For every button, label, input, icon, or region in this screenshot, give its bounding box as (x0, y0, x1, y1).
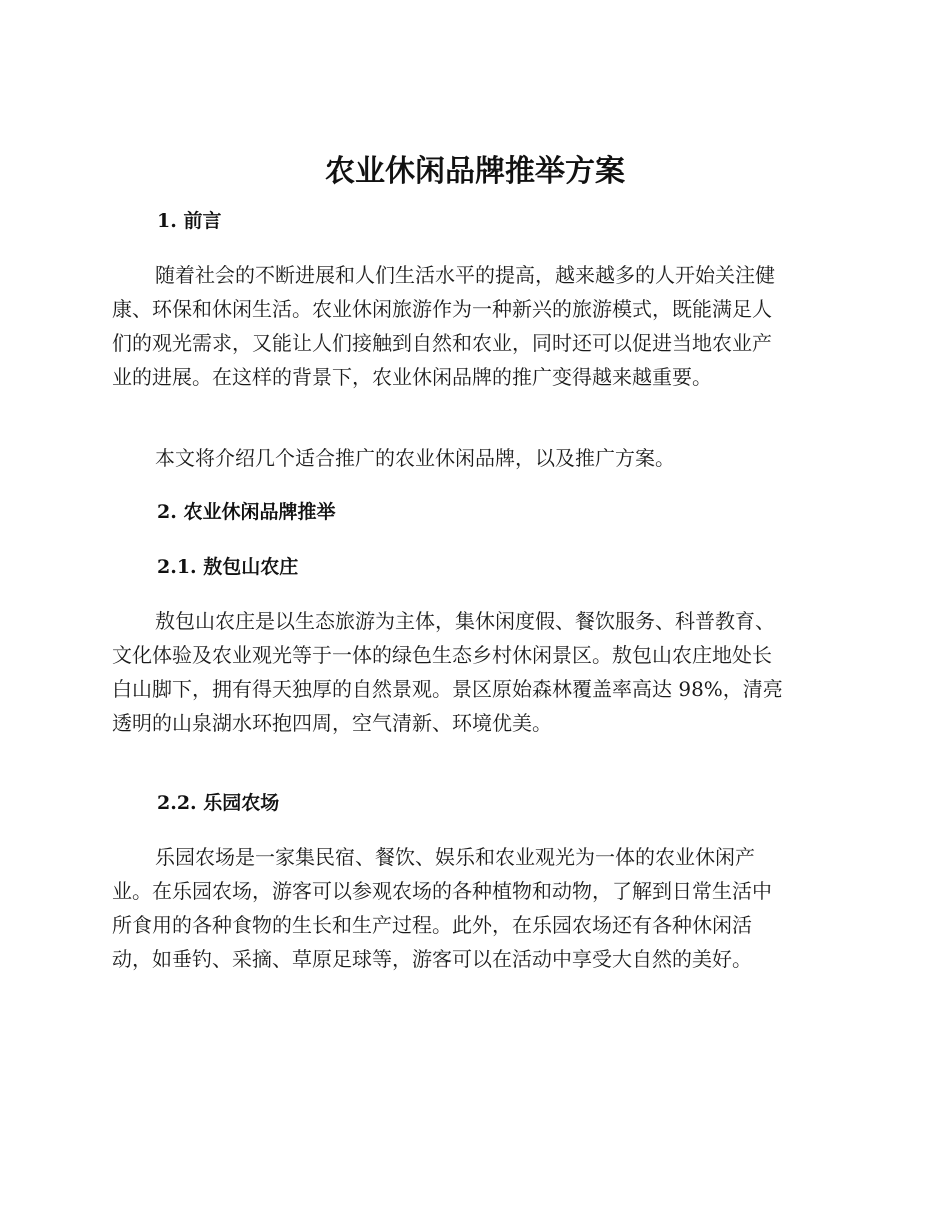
document-title: 农业休闲品牌推举方案 (325, 154, 625, 189)
section-heading-preface: 1. 前言 (157, 210, 222, 232)
paragraph-line: 业。在乐园农场，游客可以参观农场的各种植物和动物，了解到日常生活中 (112, 879, 772, 903)
section-heading-brand-recommendations: 2. 农业休闲品牌推举 (157, 501, 336, 523)
paragraph-line: 们的观光需求，又能让人们接触到自然和农业，同时还可以促进当地农业产 (112, 331, 772, 355)
paragraph-line: 透明的山泉湖水环抱四周，空气清新、环境优美。 (112, 711, 552, 735)
paragraph-line: 动，如垂钓、采摘、草原足球等，游客可以在活动中享受大自然的美好。 (112, 947, 752, 971)
paragraph-line: 白山脚下，拥有得天独厚的自然景观。景区原始森林覆盖率高达 98%，清亮 (112, 677, 783, 701)
aobaoshan-farm-paragraph (112, 604, 832, 740)
paragraph-line: 所食用的各种食物的生长和生产过程。此外，在乐园农场还有各种休闲活 (112, 913, 752, 937)
preface-paragraph-2 (112, 441, 832, 475)
subsection-heading-paradise-farm: 2.2. 乐园农场 (157, 792, 280, 814)
preface-paragraph-1 (112, 258, 832, 394)
paradise-farm-paragraph (112, 840, 832, 976)
subsection-heading-aobaoshan-farm: 2.1. 敖包山农庄 (157, 556, 299, 578)
paragraph-line: 康、环保和休闲生活。农业休闲旅游作为一种新兴的旅游模式，既能满足人 (112, 297, 772, 321)
paragraph-line: 随着社会的不断进展和人们生活水平的提高，越来越多的人开始关注健 (155, 263, 775, 287)
paragraph-line: 敖包山农庄是以生态旅游为主体，集休闲度假、餐饮服务、科普教育、 (155, 609, 775, 633)
paragraph-line: 本文将介绍几个适合推广的农业休闲品牌，以及推广方案。 (155, 446, 675, 470)
paragraph-line: 乐园农场是一家集民宿、餐饮、娱乐和农业观光为一体的农业休闲产 (155, 845, 755, 869)
paragraph-line: 文化体验及农业观光等于一体的绿色生态乡村休闲景区。敖包山农庄地处长 (112, 643, 772, 667)
paragraph-line: 业的进展。在这样的背景下，农业休闲品牌的推广变得越来越重要。 (112, 365, 712, 389)
